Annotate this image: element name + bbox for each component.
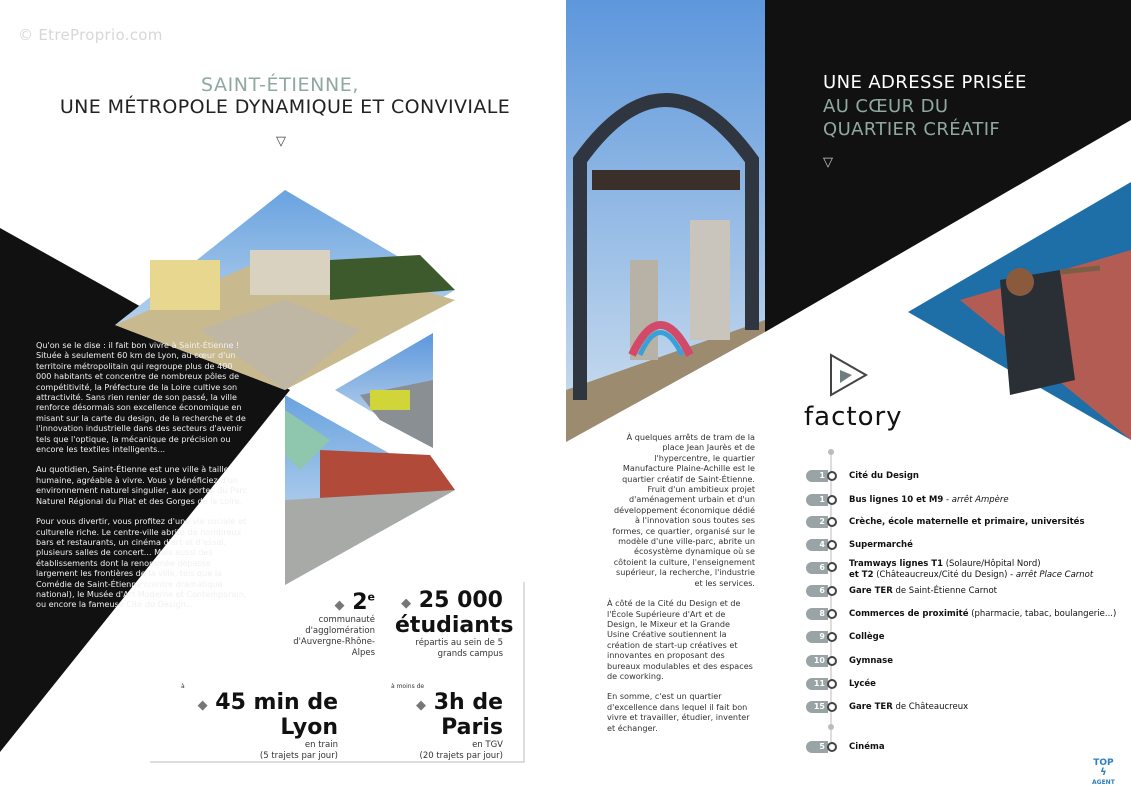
timeline-item (806, 631, 885, 643)
timeline-label: Gare TER (849, 702, 893, 712)
timeline-dot (827, 586, 837, 596)
stat-lyon-sub1: en train (304, 740, 338, 750)
timeline-dot (827, 540, 837, 550)
timeline-label-italic: arrêt Ampère (951, 495, 1009, 505)
stat-paris-prefix: à moins de (391, 683, 425, 690)
right-title-line1: UNE ADRESSE PRISÉE (823, 72, 1027, 93)
timeline-dot (827, 632, 837, 642)
timeline-label: Cité du Design (849, 471, 919, 481)
stat-rank-sup: e (367, 590, 375, 604)
left-paragraph: Au quotidien, Saint-Étienne est une ville à taille humaine, agréable à vivre. Vous y bénéficiez d'un environnement naturel singulier, aux portes du Parc Naturel Régional du Pilat et des Gorges de la Loire. (36, 464, 248, 506)
top-agent-logo-line1: TOP (1093, 758, 1114, 768)
middle-paragraph: En somme, c'est un quartier d'excellence dans lequel il fait bon vivre et travailler, étudier, inventer et échanger. (607, 691, 750, 733)
timeline-dot (827, 562, 837, 572)
timeline-item (806, 559, 1094, 581)
timeline-label: Lycée (849, 679, 876, 689)
right-title-line2: AU CŒUR DU (823, 96, 949, 117)
timeline-dot (827, 702, 837, 712)
timeline-label-normal: de Châteaucreux (892, 702, 969, 712)
timeline-badge: 11 (806, 678, 828, 690)
stat-lyon-sub2: (5 trajets par jour) (259, 751, 338, 761)
timeline-dot (827, 656, 837, 666)
stat-rank (280, 590, 375, 659)
timeline-label-normal: de Saint-Étienne Carnot (892, 586, 997, 596)
stat-students-word: étudiants (395, 613, 514, 638)
timeline-label: Cinéma (849, 742, 885, 752)
factory-logo-mark (831, 355, 866, 395)
left-paragraph: Qu'on se le dise : il fait bon vivre à Saint-Étienne ! Située à seulement 60 km de Lyon, au cœur d'un territoire métropolitain qui regroupe plus de 400 000 habitants et concentre de nombreux pôles de compétitivité, la Préfecture de la Loire cultive son attractivité. Sans rien renier de son passé, la ville renforce désormais son excellence économique en misant sur la carte du design, de la recherche et de l'innovation industrielle dans des secteurs d'avenir tels que l'optique, la mécanique de précision ou encore les textiles intelligents... (36, 340, 246, 455)
stat-lyon-prefix: à (181, 683, 185, 690)
timeline-item (806, 494, 1009, 506)
stat-lyon-num: 45 min de Lyon (215, 690, 338, 740)
cube-icon: ◆ (334, 598, 345, 613)
timeline-badge: 5 (806, 741, 828, 753)
timeline-label-normal: (Châteaucreux/Cité du Design) - (873, 570, 1016, 580)
left-paragraph: Pour vous divertir, vous profitez d'une vie sociale et culturelle riche. Le centre-ville abrite de nombreux bars et restaurants, un cinéma d'art et d'essai, plusieurs salles de concert... Mais aussi des établissements dont la renommée dépasse largement les frontières de la ville, tels que la Comédie de Saint-Étienne (centre dramatique national), le Musée d'Art Moderne et Contemporain, ou encore la fameuse Cité du Design... (36, 516, 247, 610)
timeline-label-normal: - (943, 495, 952, 505)
stat-paris-sub1: en TGV (472, 740, 503, 750)
timeline-badge: 9 (806, 631, 828, 643)
stat-paris (365, 683, 503, 762)
timeline-dot (827, 609, 837, 619)
top-agent-logo (1092, 758, 1115, 788)
timeline-label: Crèche, école maternelle et primaire, universités (849, 517, 1085, 527)
stat-students-sub: répartis au sein de 5 grands campus (415, 638, 503, 659)
timeline-badge: 1 (806, 494, 828, 506)
watermark: © EtreProprio.com (18, 26, 163, 44)
right-triangle-icon: ▽ (823, 155, 833, 170)
timeline-label-italic: arrêt Place Carnot (1015, 570, 1094, 580)
timeline-dot (827, 471, 837, 481)
timeline-badge: 1 (806, 470, 828, 482)
stat-students (395, 588, 514, 660)
cube-icon: ◆ (416, 698, 427, 713)
timeline-item (806, 741, 885, 753)
right-title-line2-3 (823, 95, 1000, 141)
stat-paris-num: 3h de Paris (433, 690, 503, 740)
timeline-badge: 6 (806, 562, 828, 574)
timeline-item (806, 608, 1116, 620)
timeline-label-normal: (Solaure/Hôpital Nord) (943, 559, 1041, 569)
timeline-dot (827, 742, 837, 752)
timeline-label: Commerces de proximité (849, 609, 969, 619)
timeline-item (806, 516, 1085, 528)
timeline-item (806, 655, 893, 667)
stat-students-num: 25 000 (418, 588, 503, 613)
top-agent-logo-line2: AGENT (1092, 779, 1115, 786)
left-title-line1: SAINT-ÉTIENNE, (200, 74, 360, 96)
timeline-label: Tramways lignes T1 (849, 559, 943, 569)
timeline-label: Bus lignes 10 et M9 (849, 495, 944, 505)
cube-icon: ◆ (197, 698, 208, 713)
timeline-badge: 6 (806, 585, 828, 597)
timeline-item (806, 539, 913, 551)
timeline-label: Gymnase (849, 656, 893, 666)
cube-icon: ◆ (401, 596, 412, 611)
timeline-item (806, 701, 968, 713)
middle-body-text (607, 432, 755, 743)
photo-gate (566, 0, 765, 442)
middle-paragraph: À quelques arrêts de tram de la place Jean Jaurès et de l'hypercentre, le quartier Manufacture Plaine-Achille est le quartier créatif de Saint-Étienne. Fruit d'un ambitieux projet d'aménagement urbain et d'un développement économique dédié à l'innovation sous toutes ses formes, ce quartier, organisé sur le modèle d'une ville-parc, abrite un écosystème dynamique où se côtoient la culture, l'enseignement supérieur, la recherche, l'industrie et les services. (612, 432, 755, 588)
stat-rank-num: 2 (352, 590, 368, 615)
left-triangle-icon: ▽ (276, 134, 286, 149)
timeline-label: Gare TER (849, 586, 893, 596)
left-body-text (36, 340, 248, 620)
left-title-line2: UNE MÉTROPOLE DYNAMIQUE ET CONVIVIALE (59, 96, 511, 118)
walker-icon (828, 449, 834, 455)
timeline-item (806, 470, 919, 482)
timeline-label-normal: (pharmacie, tabac, boulangerie...) (968, 609, 1117, 619)
stat-lyon (155, 683, 338, 762)
timeline-badge: 8 (806, 608, 828, 620)
timeline-label: et T2 (849, 570, 874, 580)
bike-icon (828, 724, 834, 730)
timeline-badge: 2 (806, 516, 828, 528)
timeline-dot (827, 679, 837, 689)
timeline-badge: 10 (806, 655, 828, 667)
stat-paris-sub2: (20 trajets par jour) (419, 751, 503, 761)
stat-rank-sub: communauté d'agglomération d'Auvergne-Rhône-Alpes (293, 615, 375, 658)
factory-wordmark: factory (804, 402, 903, 432)
timeline-item (806, 678, 876, 690)
timeline-label: Collège (849, 632, 885, 642)
timeline-label: Supermarché (849, 540, 913, 550)
timeline-badge: 15 (806, 701, 828, 713)
timeline-badge: 4 (806, 539, 828, 551)
middle-paragraph: À côté de la Cité du Design et de l'École Supérieure d'Art et de Design, le Mixeur et la Grande Usine Créative soutiennent la création de start-up créatives et innovantes en proposant des bureaux modulables et des espaces de coworking. (607, 598, 753, 681)
lightning-icon: ϟ (1100, 767, 1107, 778)
right-title-line3: QUARTIER CRÉATIF (823, 119, 1001, 140)
timeline-item (806, 585, 997, 597)
timeline-dot (827, 517, 837, 527)
timeline-dot (827, 495, 837, 505)
